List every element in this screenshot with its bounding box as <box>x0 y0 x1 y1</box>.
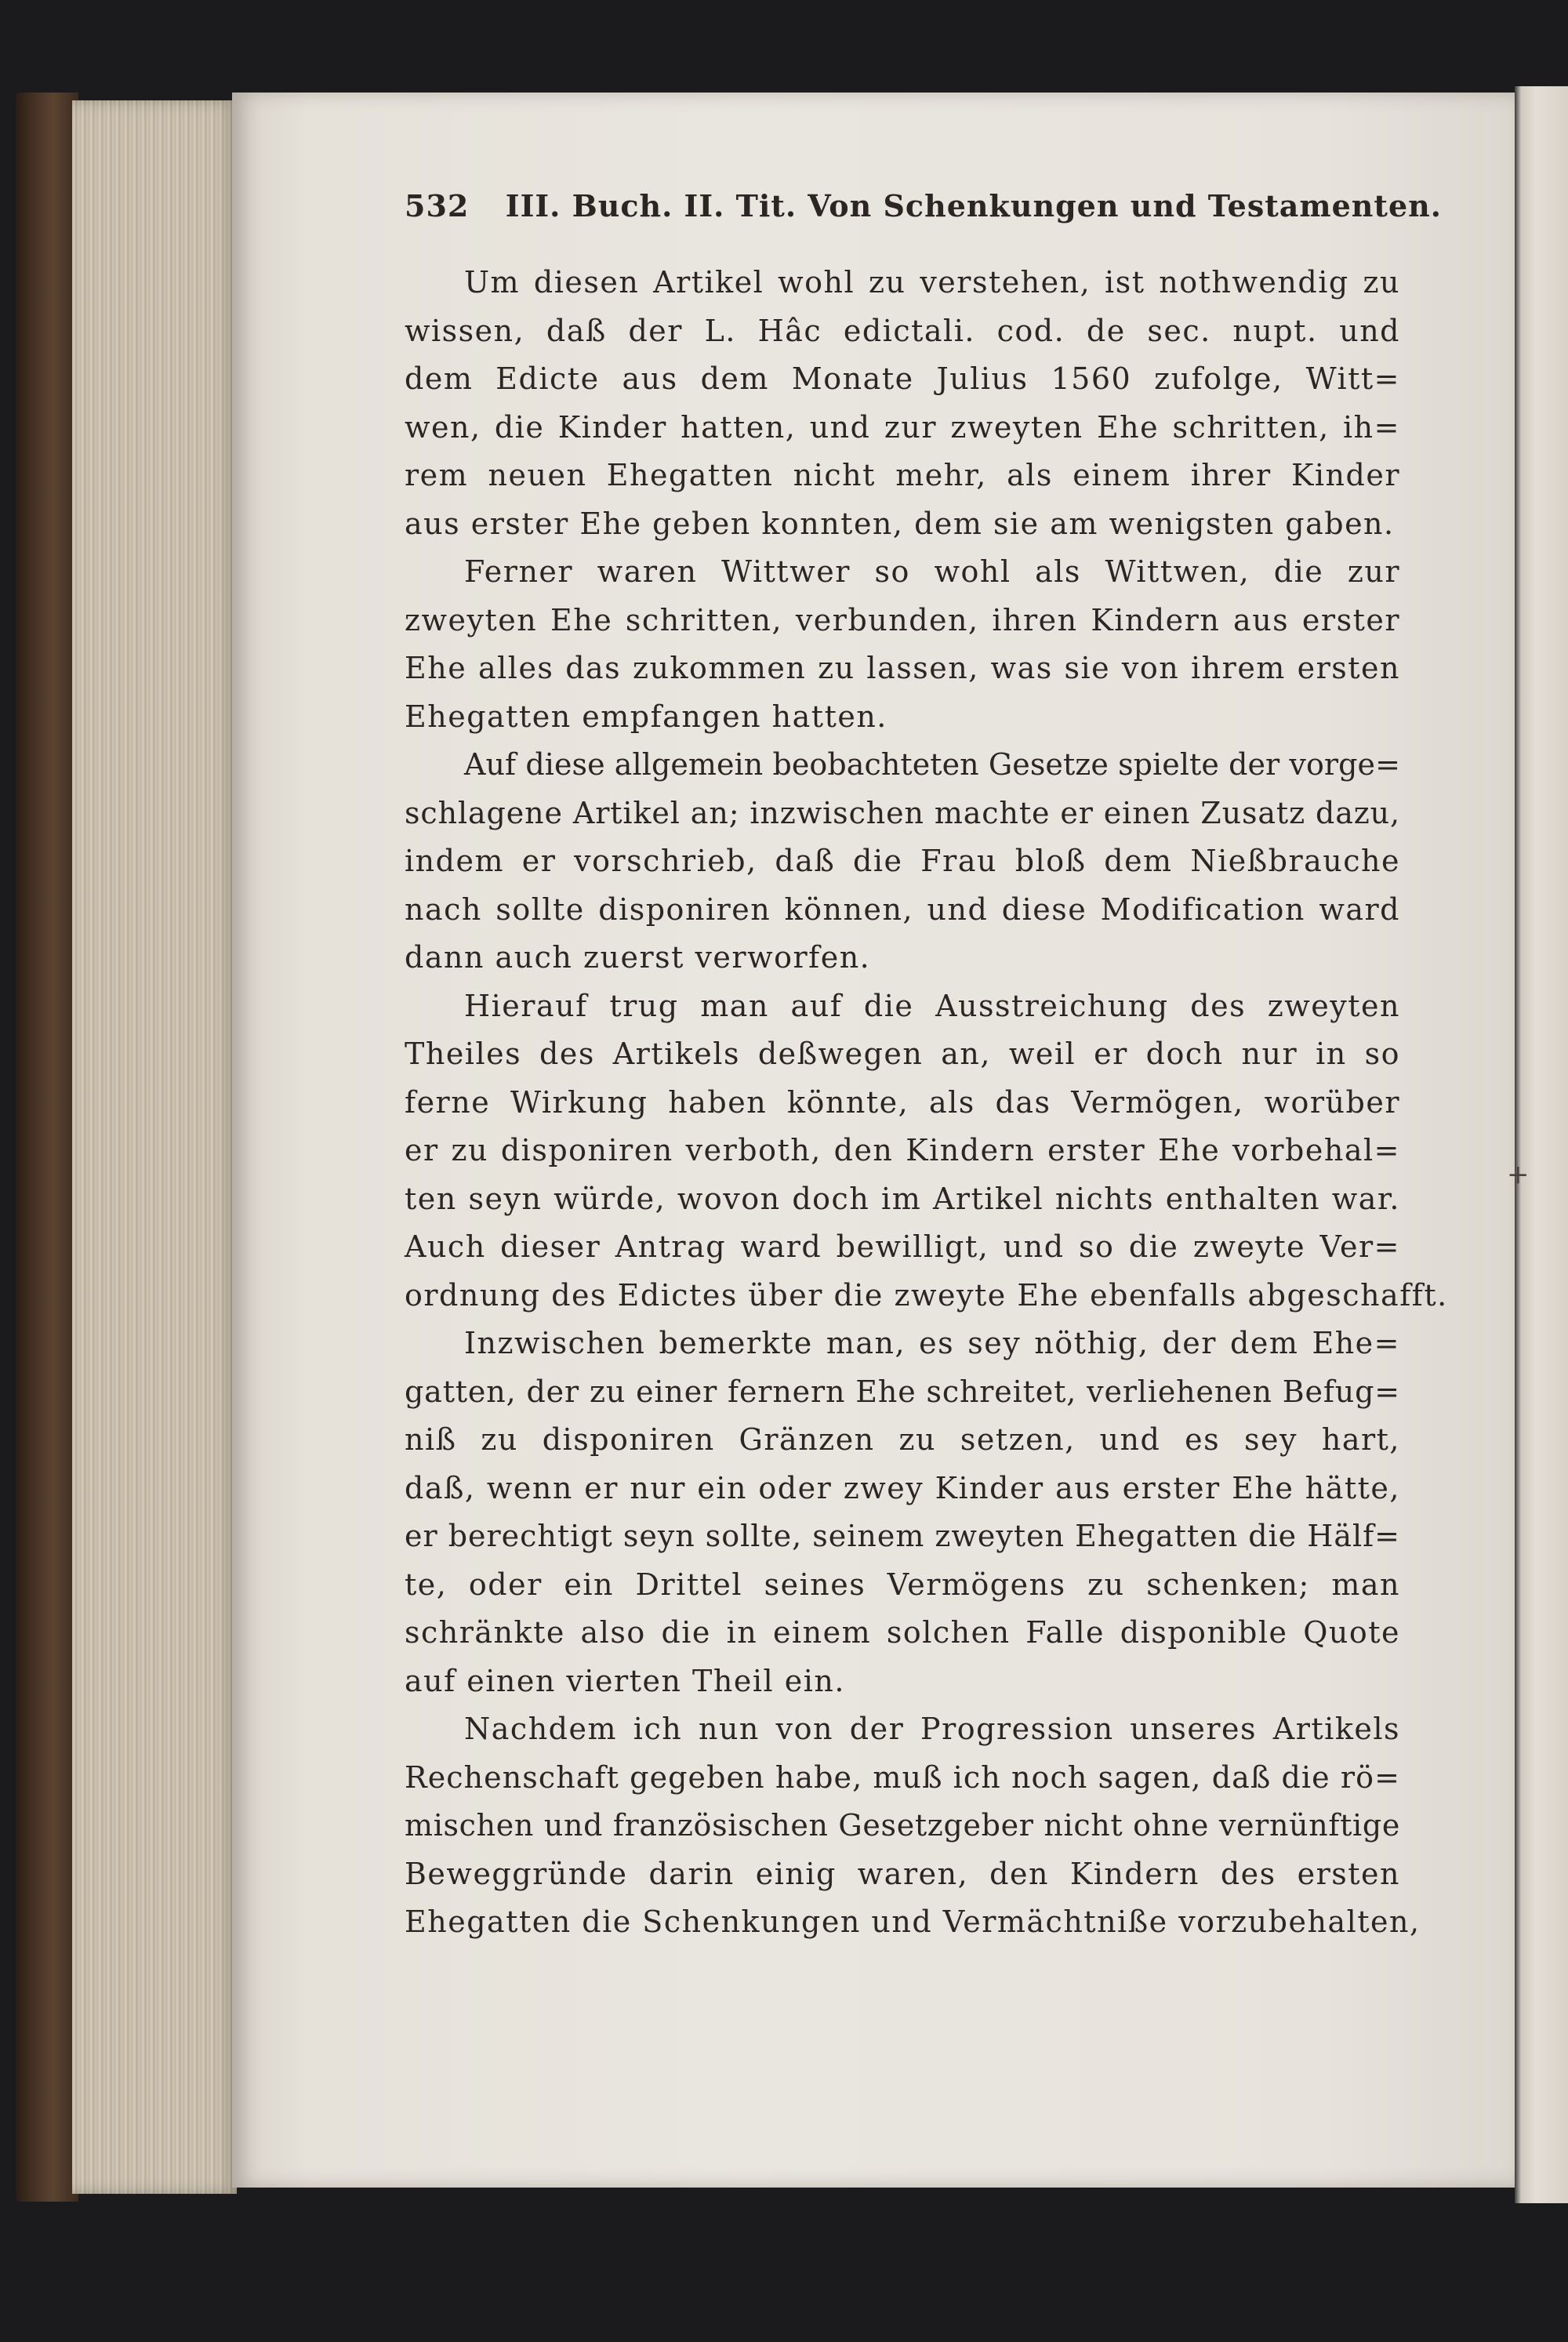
text-line: er berechtigt seyn sollte, seinem zweyten Ehegatten die Hälf= <box>405 1519 1400 1553</box>
paragraph <box>405 1705 1421 1947</box>
page-number: 532 <box>405 188 470 223</box>
paragraph <box>405 548 1400 741</box>
text-line: zweyten Ehe schritten, verbunden, ihren Kindern aus erster <box>405 602 1400 637</box>
text-body <box>405 259 1448 1947</box>
text-line: Ehegatten die Schenkungen und Vermächtniße vorzubehalten, <box>405 1904 1421 1939</box>
text-line: schlagene Artikel an; inzwischen machte er einen Zusatz dazu, <box>405 795 1400 830</box>
text-line: Nachdem ich nun von der Progression unseres Artikels <box>464 1712 1400 1746</box>
text-line: nach sollte disponiren können, und diese Modification ward <box>405 891 1400 927</box>
paragraph <box>405 259 1400 548</box>
text-line: Inzwischen bemerkte man, es sey nöthig, der dem Ehe= <box>464 1326 1400 1360</box>
text-line: ferne Wirkung haben könnte, als das Vermögen, worüber <box>405 1084 1400 1120</box>
paragraph <box>405 982 1448 1320</box>
text-line: Ehe alles das zukommen zu lassen, was sie von ihrem ersten <box>405 651 1400 685</box>
text-line: auf einen vierten Theil ein. <box>405 1663 845 1698</box>
text-line: Beweggründe darin einig waren, den Kindern des ersten <box>405 1856 1400 1891</box>
margin-mark: + <box>1507 1159 1530 1190</box>
text-line: Rechenschaft gegeben habe, muß ich noch sagen, daß die rö= <box>405 1759 1400 1795</box>
text-line: Hierauf trug man auf die Ausstreichung des zweyten <box>464 988 1400 1023</box>
binding-right-pages <box>1515 86 1568 2203</box>
text-line: daß, wenn er nur ein oder zwey Kinder aus erster Ehe hätte, <box>405 1470 1400 1505</box>
paragraph <box>405 741 1400 982</box>
text-line: mischen und französischen Gesetzgeber nicht ohne vernünftige <box>405 1808 1400 1843</box>
text-line: ten seyn würde, wovon doch im Artikel nichts enthalten war. <box>405 1181 1400 1216</box>
stacked-page-edges <box>72 100 237 2194</box>
text-line: wissen, daß der L. Hâc edictali. cod. de sec. nupt. und <box>405 313 1400 348</box>
text-line: schränkte also die in einem solchen Falle disponible Quote <box>405 1615 1400 1650</box>
page-header <box>405 188 1443 223</box>
text-line: er zu disponiren verboth, den Kindern erster Ehe vorbehal= <box>405 1133 1400 1167</box>
text-line: te, oder ein Drittel seines Vermögens zu schenken; man <box>405 1567 1400 1602</box>
text-line: indem er vorschrieb, daß die Frau bloß dem Nießbrauche <box>405 844 1400 878</box>
running-title: III. Buch. II. Tit. Von Schenkungen und Testamenten. <box>505 188 1443 223</box>
text-line: rem neuen Ehegatten nicht mehr, als einem ihrer Kinder <box>405 458 1400 492</box>
text-line: ordnung des Edictes über die zweyte Ehe ebenfalls abgeschafft. <box>405 1277 1448 1313</box>
text-line: wen, die Kinder hatten, und zur zweyten Ehe schritten, ih= <box>405 409 1400 445</box>
text-line: dem Edicte aus dem Monate Julius 1560 zufolge, Witt= <box>405 361 1400 396</box>
text-line: Um diesen Artikel wohl zu verstehen, ist nothwendig zu <box>464 265 1400 300</box>
text-line: aus erster Ehe geben konnten, dem sie am wenigsten gaben. <box>405 506 1395 541</box>
paragraph <box>405 1320 1400 1705</box>
text-line: niß zu disponiren Gränzen zu setzen, und es sey hart, <box>405 1422 1400 1457</box>
text-line: gatten, der zu einer fernern Ehe schreitet, verliehenen Befug= <box>405 1374 1400 1409</box>
text-line: Auf diese allgemein beobachteten Gesetze spielte der vorge= <box>464 747 1400 782</box>
text-line: Theiles des Artikels deßwegen an, weil er doch nur in so <box>405 1037 1400 1071</box>
book-cover-edge <box>16 93 78 2202</box>
text-line: Ferner waren Wittwer so wohl als Wittwen, die zur <box>464 554 1400 589</box>
text-line: Ehegatten empfangen hatten. <box>405 699 887 734</box>
text-line: Auch dieser Antrag ward bewilligt, und so die zweyte Ver= <box>405 1229 1400 1264</box>
text-line: dann auch zuerst verworfen. <box>405 940 871 975</box>
